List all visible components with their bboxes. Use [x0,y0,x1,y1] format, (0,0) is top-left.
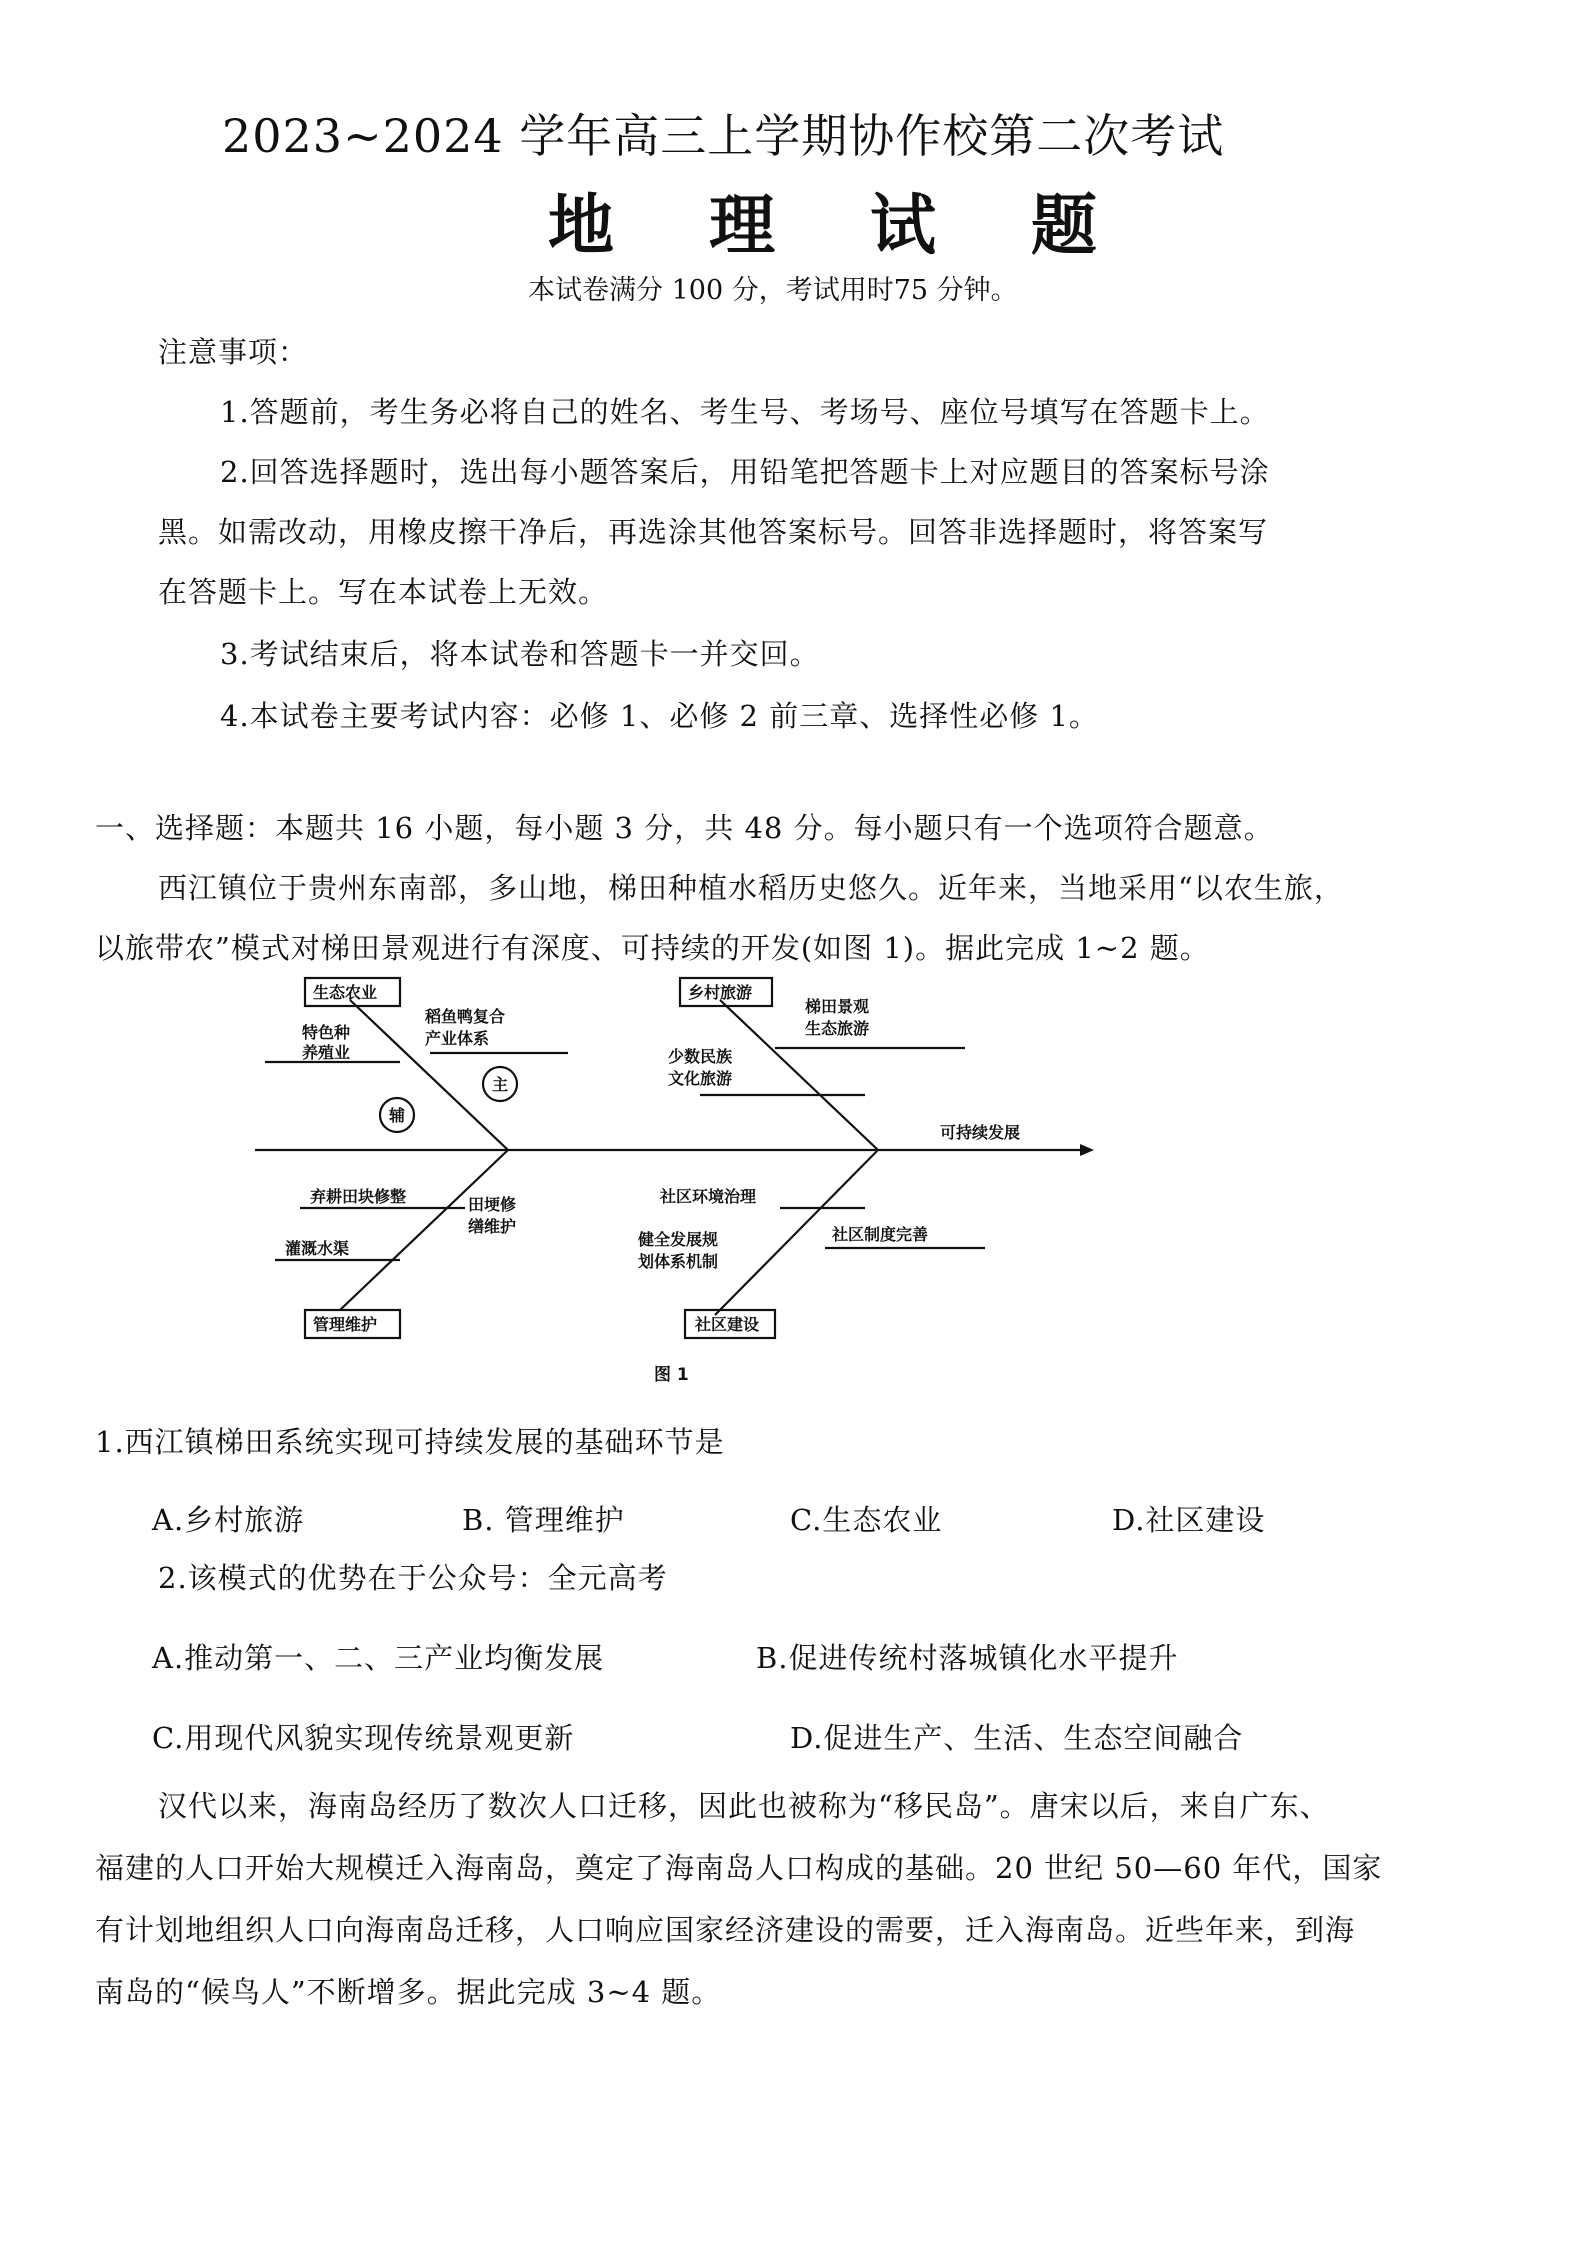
section-heading: 一、选择题：本题共 16 小题，每小题 3 分，共 48 分。每小题只有一个选项符合题意。 [95,811,1274,845]
page-title: 地 理 试 题 [548,186,1133,264]
label-irrigation-canal: 灌溉水渠 [285,1239,350,1258]
passage-2-line-4: 南岛的“候鸟人”不断增多。据此完成 3~4 题。 [95,1975,722,2009]
label-special-farming-1: 特色种 [302,1023,351,1042]
notice-heading: 注意事项： [158,335,309,369]
question-1-option-a[interactable]: A.乡村旅游 [152,1503,305,1537]
label-rice-fish-duck-2: 产业体系 [425,1029,490,1048]
notice-item-1: 1.答题前，考生务必将自己的姓名、考生号、考场号、座位号填写在答题卡上。 [220,395,1270,429]
label-ridge-repair-2: 缮维护 [468,1217,517,1236]
question-1-option-b[interactable]: B. 管理维护 [462,1503,625,1537]
label-terrace-tourism-1: 梯田景观 [805,997,870,1016]
circle-aux-label: 辅 [389,1106,406,1125]
box-management: 管理维护 [313,1315,378,1334]
label-terrace-tourism-2: 生态旅游 [805,1019,870,1038]
notice-item-4: 4.本试卷主要考试内容：必修 1、必修 2 前三章、选择性必修 1。 [220,699,1099,733]
label-planning-system-1: 健全发展规 [638,1230,719,1249]
main-arrow-label: 可持续发展 [940,1123,1021,1142]
passage-2-line-1: 汉代以来，海南岛经历了数次人口迁移，因此也被称为“移民岛”。唐宋以后，来自广东、 [158,1789,1330,1823]
notice-item-2-line-2: 黑。如需改动，用橡皮擦干净后，再选涂其他答案标号。回答非选择题时，将答案写 [158,515,1269,549]
question-2-option-a[interactable]: A.推动第一、二、三产业均衡发展 [152,1641,605,1675]
exam-info: 本试卷满分 100 分，考试用时75 分钟。 [528,275,1018,306]
label-planning-system-2: 划体系机制 [638,1252,719,1271]
notice-item-2-line-3: 在答题卡上。写在本试卷上无效。 [158,575,609,609]
label-ridge-repair-1: 田埂修 [468,1195,517,1214]
figure-caption: 图 1 [654,1365,689,1385]
box-eco-agriculture: 生态农业 [313,983,378,1002]
question-2-stem: 2.该模式的优势在于公众号：全元高考 [158,1561,668,1595]
question-2-option-c[interactable]: C.用现代风貌实现传统景观更新 [152,1721,575,1755]
notice-item-2-line-1: 2.回答选择题时，选出每小题答案后，用铅笔把答题卡上对应题目的答案标号涂 [220,455,1270,489]
passage-2-line-3: 有计划地组织人口向海南岛迁移，人口响应国家经济建设的需要，迁入海南岛。近些年来，到海 [95,1913,1356,1947]
label-rice-fish-duck-1: 稻鱼鸭复合 [425,1007,506,1026]
passage-2-line-2: 福建的人口开始大规模迁入海南岛，奠定了海南岛人口构成的基础。20 世纪 50—60 年代，国家 [95,1851,1383,1885]
label-ethnic-tourism-1: 少数民族 [668,1047,733,1066]
fishbone-diagram [250,970,1110,1390]
label-community-institution: 社区制度完善 [832,1225,929,1244]
box-rural-tourism: 乡村旅游 [688,983,753,1002]
notice-item-3: 3.考试结束后，将本试卷和答题卡一并交回。 [220,637,820,671]
exam-line: 2023~2024 学年高三上学期协作校第二次考试 [222,109,1225,163]
box-community-building: 社区建设 [695,1315,760,1334]
question-2-option-d[interactable]: D.促进生产、生活、生态空间融合 [790,1721,1244,1755]
label-community-environment: 社区环境治理 [660,1187,757,1206]
question-2-option-b[interactable]: B.促进传统村落城镇化水平提升 [756,1641,1179,1675]
question-1-option-c[interactable]: C.生态农业 [790,1503,943,1537]
label-special-farming-2: 养殖业 [302,1043,351,1062]
passage-1-line-2: 以旅带农”模式对梯田景观进行有深度、可持续的开发(如图 1)。据此完成 1~2 题。 [95,931,1210,965]
question-1-stem: 1.西江镇梯田系统实现可持续发展的基础环节是 [95,1425,725,1459]
circle-main-label: 主 [492,1075,509,1094]
label-abandoned-field-repair: 弃耕田块修整 [310,1187,407,1206]
question-1-option-d[interactable]: D.社区建设 [1112,1503,1266,1537]
label-ethnic-tourism-2: 文化旅游 [668,1069,733,1088]
passage-1-line-1: 西江镇位于贵州东南部，多山地，梯田种植水稻历史悠久。近年来，当地采用“以农生旅， [158,871,1344,905]
